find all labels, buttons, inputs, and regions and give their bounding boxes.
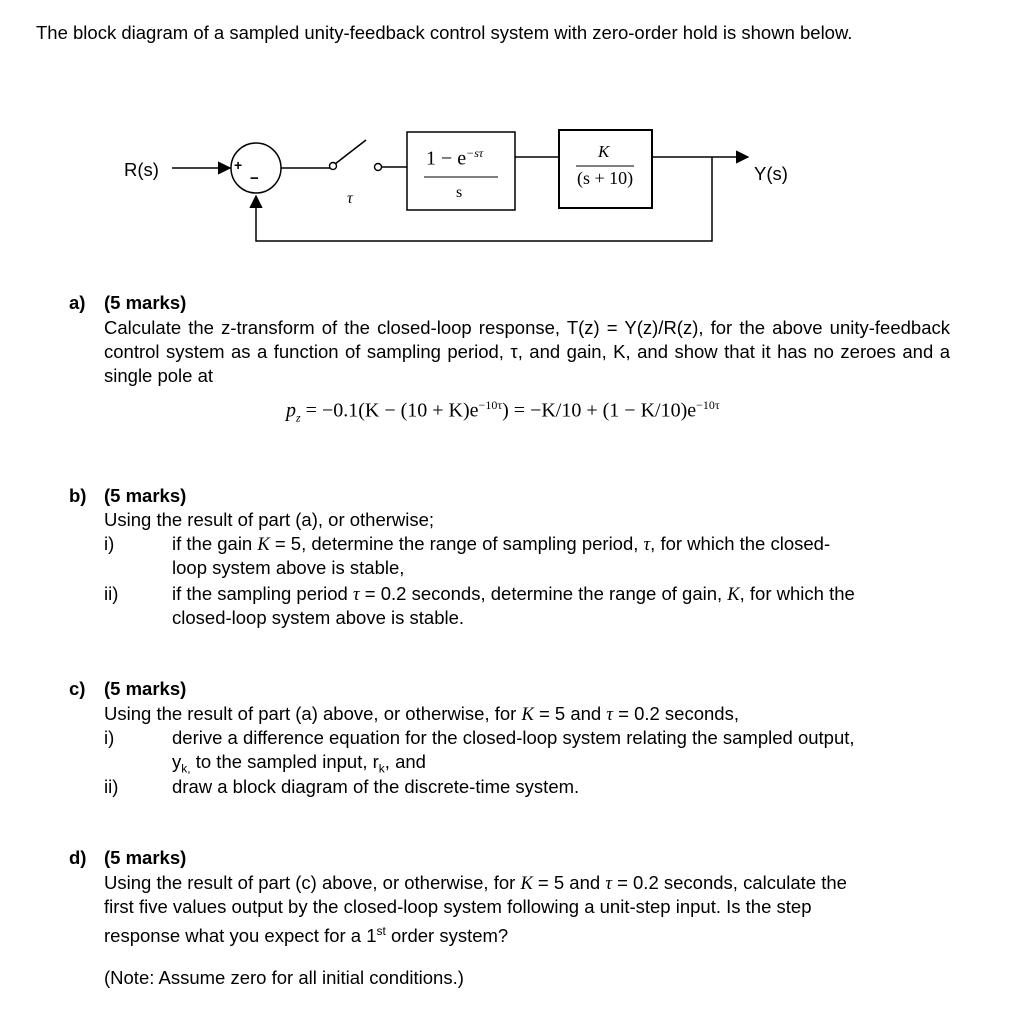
part-a-text: Calculate the z-transform of the closed-loop response, T(z) = Y(z)/R(z), for the above unity-feedback control system as a function of sampling period, τ, and gain, K, and show that it has no zeroes and a single pole at [104,317,950,386]
switch-blade [335,140,366,164]
switch-tau-label: τ [347,190,353,207]
part-b-ii-text-b: = 0.2 seconds, determine the range of gain, [359,583,728,604]
formula-part1: = −0.1(K − (10 + K)e [305,399,479,422]
zoh-denominator: s [456,184,463,201]
input-label: R(s) [124,159,159,180]
part-b-label: b) [69,485,87,506]
block-diagram-svg [0,110,1019,260]
part-c-marks: (5 marks) [104,678,187,699]
zoh-numerator-exponent: −sτ [466,146,484,160]
part-c-intro-c: = 0.2 seconds, [612,703,739,724]
part-b-i-text-b: = 5, determine the range of sampling period, [269,533,644,554]
part-c-intro-b: = 5 and [533,703,607,724]
output-label: Y(s) [754,163,788,184]
part-a-marks: (5 marks) [104,292,187,313]
part-c-i-mid: to the sampled input, r [190,751,379,772]
zoh-numerator-base: 1 − e [426,147,467,170]
part-b-i-tau: τ [643,535,651,555]
part-d-l1-tau: τ [605,874,612,894]
part-c-i-end: , and [384,751,426,772]
formula-lhs-sub: z [296,410,301,425]
formula-exp1: −10τ [478,398,503,412]
part-c-i-y-sub: k, [181,761,191,776]
pole-formula [286,398,720,426]
part-b-ii-K: K [727,585,740,605]
zoh-numerator [426,146,483,171]
part-c-i-line1: derive a difference equation for the closed-loop system relating the sampled output, [172,727,855,748]
part-d-l3-b: order system? [385,925,509,947]
formula-part2: ) = −K/10 + (1 − K/10)e [502,399,697,422]
part-c-i-r-sub: k [378,761,385,776]
part-c-intro-tau: τ [606,705,613,725]
part-b-i-line1 [172,532,830,557]
intro-text: The block diagram of a sampled unity-feedback control system with zero-order hold is shown below. [36,22,853,43]
part-b-marks: (5 marks) [104,485,187,506]
part-b-i-text-c: , for which the closed- [650,533,831,554]
part-d-l1-a: Using the result of part (c) above, or otherwise, for [104,872,521,893]
part-d-note: (Note: Assume zero for all initial conditions.) [104,967,464,988]
part-d-l1-K: K [520,874,533,894]
part-d-line2: first five values output by the closed-loop system following a unit-step input. Is the step [104,896,812,917]
part-b-intro: Using the result of part (a), or otherwise; [104,509,435,530]
part-b-ii-number: ii) [104,583,119,604]
part-c-ii-number: ii) [104,776,119,797]
formula-lhs: p [286,399,296,422]
plant-denominator: (s + 10) [577,168,634,188]
plant-numerator: K [598,142,610,161]
part-d-marks: (5 marks) [104,847,187,868]
block-diagram [0,110,1019,260]
part-c-intro-K: K [521,705,534,725]
sum-minus-sign: − [250,170,259,187]
part-c-intro-a: Using the result of part (a) above, or otherwise, for [104,703,522,724]
part-d-line1 [104,871,847,896]
part-d-l3-sup: st [376,924,386,938]
part-d-line3 [104,919,508,948]
part-c-ii-text: draw a block diagram of the discrete-time system. [172,776,580,797]
part-b-ii-tau: τ [353,585,360,605]
part-b-ii-line2: closed-loop system above is stable. [172,607,465,628]
part-d-label: d) [69,847,87,868]
part-c-label: c) [69,678,86,699]
part-b-i-K: K [257,535,270,555]
sum-plus-sign: + [234,157,243,173]
part-b-i-number: i) [104,533,115,554]
part-c-i-y: y [172,751,182,772]
part-d-l1-c: = 0.2 seconds, calculate the [611,872,847,893]
part-a-label: a) [69,292,86,313]
switch-contact [375,164,382,171]
part-d-l1-b: = 5 and [532,872,606,893]
formula-exp2: −10τ [696,398,720,412]
part-c-i-number: i) [104,727,115,748]
part-b-i-line2: loop system above is stable, [172,557,405,578]
part-c-intro [104,702,739,727]
part-b-ii-text-c: , for which the [739,583,855,604]
part-b-ii-line1 [172,582,855,607]
part-b-i-text-a: if the gain [172,533,258,554]
part-d-l3-a: response what you expect for a 1 [104,925,377,947]
part-b-ii-text-a: if the sampling period [172,583,353,604]
